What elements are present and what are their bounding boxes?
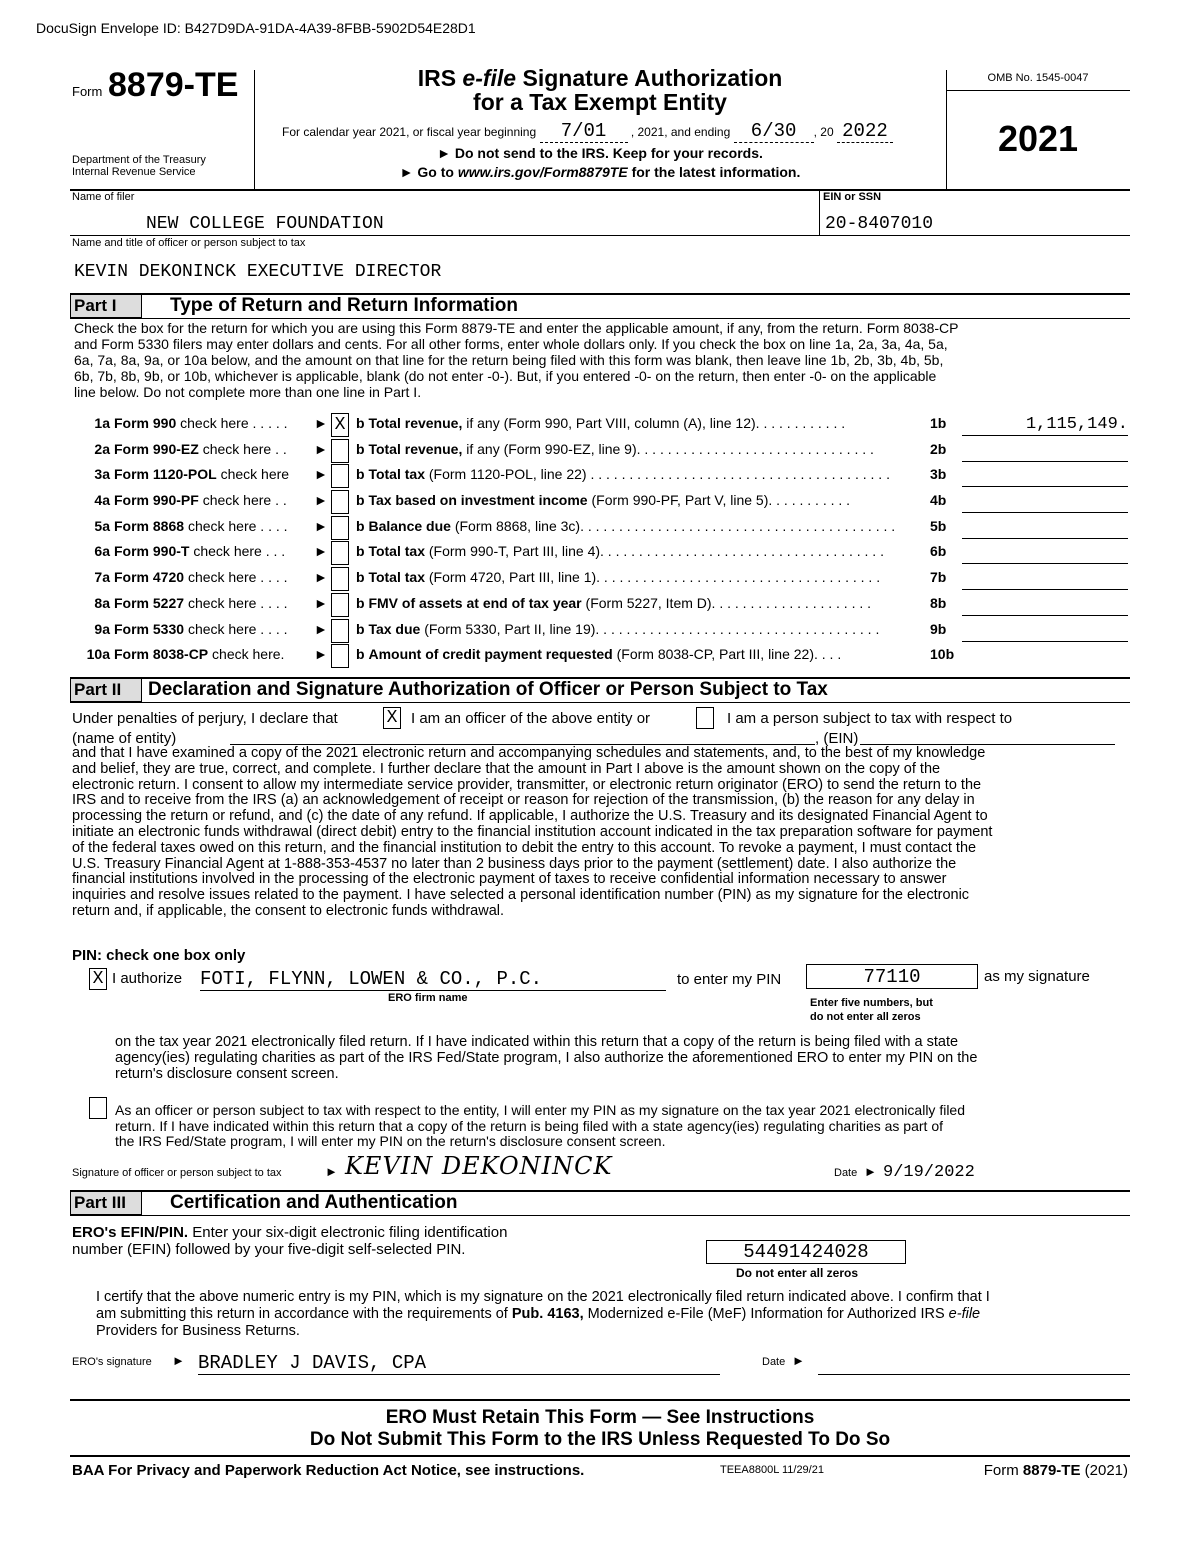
form-footer-ref: Form 8879-TE (2021) bbox=[983, 1462, 1128, 1479]
omb-number: OMB No. 1545-0047 bbox=[987, 72, 1089, 84]
line9a-checkbox[interactable] bbox=[331, 619, 349, 643]
line5b-amount[interactable] bbox=[962, 518, 1128, 539]
part3-title: Certification and Authentication bbox=[170, 1192, 458, 1213]
line5a-checkbox[interactable] bbox=[331, 516, 349, 540]
line-row-10: 10a Form 8038-CP check here. ► b Amount of credit payment requested (Form 8038-CP, Part III, line 22). . . . 10b bbox=[0, 646, 1200, 670]
line-row-8: 8a Form 5227 check here . . . . ► b FMV of assets at end of tax year (Form 5227, Item D). . . . . . . . . . . . . . . . . . . . . 8b bbox=[0, 595, 1200, 619]
penalty-text: Under penalties of perjury, I declare that bbox=[72, 710, 338, 727]
line9b-amount[interactable] bbox=[962, 621, 1128, 642]
officer-label: Name and title of officer or person subject to tax bbox=[72, 237, 306, 249]
ero-firm-name[interactable]: FOTI, FLYNN, LOWEN & CO., P.C. bbox=[200, 968, 666, 991]
begin-date[interactable]: 7/01 bbox=[540, 120, 628, 143]
declaration: and that I have examined a copy of the 2021 electronic return and accompanying schedules and statements, and, to the best of my knowledge and belief, they are true, correct, and complete. I further declare that the amount in Part I above is the amount shown on the copy of the electronic return. I consent to allow my intermediate service provider, transmitter, or electronic return originator (ERO) to send the return to the IRS and to receive from the IRS (a) an acknowledgement of receipt or reason for rejection of the transmission, (b) the reason for any delay in processing the return or refund, and (c) the date of any refund. If applicable, I authorize the U.S. Treasury and its designated Financial Agent to initiate an electronic funds withdrawal (direct debit) entry to the financial institution account indicated in the tax preparation software for payment of the federal taxes owed on this return, and the financial institution to debit the entry to this account. To revoke a payment, I must contact the U.S. Treasury Financial Agent at 1-888-353-4537 no later than 2 business days prior to the payment (settlement) date. I also authorize the financial institutions involved in the processing of the electronic payment of taxes to receive confidential information necessary to answer inquiries and resolve issues related to the payment. I have selected a personal identification number (PIN) as my signature for the electronic return and, if applicable, the consent to electronic funds withdrawal. bbox=[72, 745, 993, 919]
pin-note: Enter five numbers, but do not enter all zeros bbox=[810, 997, 933, 1023]
entity-label: (name of entity) bbox=[72, 730, 177, 747]
as-signature-text: as my signature bbox=[984, 968, 1090, 985]
ero-signature[interactable]: BRADLEY J DAVIS, CPA bbox=[198, 1352, 720, 1375]
person-checkbox[interactable] bbox=[696, 707, 714, 729]
officer-pin[interactable]: 77110 bbox=[806, 964, 978, 989]
line4a-checkbox[interactable] bbox=[331, 490, 349, 514]
line8b-amount[interactable] bbox=[962, 595, 1128, 616]
certification: I certify that the above numeric entry is my PIN, which is my signature on the 2021 electronically filed return indicated above. I confirm that I am submitting this return in accordance with the requirements of Pub. 4163, Modernized e-File (MeF) Information for Authorized IRS e-file Providers for Business Returns. bbox=[96, 1289, 990, 1339]
line6a-checkbox[interactable] bbox=[331, 541, 349, 565]
form-code: TEEA8800L 11/29/21 bbox=[720, 1464, 824, 1476]
signature-date[interactable]: 9/19/2022 bbox=[883, 1163, 975, 1182]
ero-date-arrow: ► bbox=[792, 1353, 805, 1368]
authorize-paragraph: on the tax year 2021 electronically filed return. If I have indicated within this return that a copy of the return is being filed with a state agency(ies) regulating charities as part of the IRS Fed/State program, I also authorize the aforementioned ERO to enter my PIN on the return's disclosure consent screen. bbox=[115, 1034, 978, 1082]
authorize-text: I authorize bbox=[112, 970, 183, 987]
line10b-amount[interactable] bbox=[962, 646, 1128, 666]
efin-note: Do not enter all zeros bbox=[736, 1266, 859, 1280]
part2-title: Declaration and Signature Authorization of Officer or Person Subject to Tax bbox=[148, 679, 828, 700]
line6b-amount[interactable] bbox=[962, 543, 1128, 564]
filer-name-label: Name of filer bbox=[72, 191, 135, 203]
filer-name[interactable]: NEW COLLEGE FOUNDATION bbox=[146, 214, 384, 234]
ero-date-label: Date bbox=[762, 1356, 786, 1368]
line10a-checkbox[interactable] bbox=[331, 644, 349, 668]
line3a-checkbox[interactable] bbox=[331, 464, 349, 488]
pin-heading: PIN: check one box only bbox=[72, 947, 246, 964]
dept-line2: Internal Revenue Service bbox=[72, 166, 196, 178]
part1-intro: Check the box for the return for which you are using this Form 8879-TE and enter the applicable amount, if any, from the return. Form 8038-CP and Form 5330 filers may enter dollars and cents. For all other forms, enter whole dollars only. If you check the box on line 1a, 2a, 3a, 4a, 5a, 6a, 7a, 8a, 9a, or 10a below, and the amount on that line for the return being filed with this form was blank, then leave line 1b, 2b, 3b, 4b, 5b, 6b, 7b, 8b, 9b, or 10b, whichever is applicable, blank (do not enter -0-). But, if you entered -0- on the return, then enter -0- on the applicable line below. Do not complete more than one line in Part I. bbox=[74, 320, 959, 400]
ein-label: EIN or SSN bbox=[823, 191, 882, 203]
line-row-6: 6a Form 990-T check here . . . ► b Total tax (Form 990-T, Part III, line 4). . . . . . . . . . . . . . . . . . . . . . . . . . . . . . . . . . . . . 6b bbox=[0, 543, 1200, 567]
line-row-4: 4a Form 990-PF check here . . ► b Tax based on investment income (Form 990-PF, Part V, line 5). . . . . . . . . . . 4b bbox=[0, 492, 1200, 516]
end-date[interactable]: 6/30 bbox=[734, 120, 814, 143]
officer-text: I am an officer of the above entity or bbox=[411, 710, 651, 727]
dept-line1: Department of the Treasury bbox=[72, 154, 206, 166]
line1a-checkbox[interactable]: X bbox=[331, 413, 349, 437]
efin-instructions: ERO's EFIN/PIN. Enter your six-digit electronic filing identification number (EFIN) followed by your five-digit self-selected PIN. bbox=[72, 1224, 508, 1258]
line-row-1: 1a Form 990 check here . . . . . ► X b Total revenue, if any (Form 990, Part VIII, column (A), line 12). . . . . . . . . . . . 1b 1,115,149. bbox=[94, 415, 1128, 435]
end-year[interactable]: 2022 bbox=[837, 120, 893, 143]
part3-label: Part III bbox=[70, 1191, 142, 1215]
self-enter-checkbox[interactable] bbox=[89, 1097, 107, 1119]
line-row-3: 3a Form 1120-POL check here ► b Total tax (Form 1120-POL, line 22) . . . . . . . . . . . . . . . . . . . . . . . . . . . . . . . . . . . . . . . 3b bbox=[0, 466, 1200, 490]
instruction-do-not-send: ► Do not send to the IRS. Keep for your records. bbox=[437, 145, 763, 161]
retain-notice: ERO Must Retain This Form — See Instructions Do Not Submit This Form to the IRS Unless Requested To Do So bbox=[309, 1407, 891, 1450]
ero-firm-label: ERO firm name bbox=[388, 992, 468, 1004]
part1-title: Type of Return and Return Information bbox=[170, 295, 518, 316]
ero-sig-arrow: ► bbox=[172, 1353, 185, 1368]
instruction-go-to: ► Go to www.irs.gov/Form8879TE for the latest information. bbox=[399, 164, 801, 180]
envelope-id: DocuSign Envelope ID: B427D9DA-91DA-4A39-8FBB-5902D54E28D1 bbox=[36, 20, 476, 36]
line3b-amount[interactable] bbox=[962, 466, 1128, 487]
line7b-amount[interactable] bbox=[962, 569, 1128, 590]
line7a-checkbox[interactable] bbox=[331, 567, 349, 591]
date-arrow: ► bbox=[864, 1164, 877, 1179]
line2b-amount[interactable] bbox=[962, 441, 1128, 462]
ein-field-label: , (EIN) bbox=[815, 730, 859, 747]
ein-value[interactable]: 20-8407010 bbox=[825, 214, 934, 234]
ero-authorize-checkbox[interactable]: X bbox=[89, 968, 107, 990]
person-text: I am a person subject to tax with respect to bbox=[727, 710, 1013, 727]
enter-pin-text: to enter my PIN bbox=[677, 971, 782, 988]
form-title: IRS e-file Signature Authorization for a Tax Exempt Entity bbox=[417, 65, 783, 115]
ero-date-field[interactable] bbox=[818, 1374, 1130, 1375]
line-row-9: 9a Form 5330 check here . . . . ► b Tax due (Form 5330, Part II, line 19). . . . . . . . . . . . . . . . . . . . . . . . . . . . . . . . . . . . . 9b bbox=[0, 621, 1200, 645]
line-row-5: 5a Form 8868 check here . . . . ► b Balance due (Form 8868, line 3c). . . . . . . . . . . . . . . . . . . . . . . . . . . . . . . . . . . . . . . . . 5b bbox=[0, 518, 1200, 542]
line-row-7: 7a Form 4720 check here . . . . ► b Total tax (Form 4720, Part III, line 1). . . . . . . . . . . . . . . . . . . . . . . . . . . . . . . . . . . . . 7b bbox=[0, 569, 1200, 593]
officer-signature-label: Signature of officer or person subject to tax bbox=[72, 1167, 282, 1179]
sig-date-label: Date bbox=[834, 1167, 858, 1179]
line-row-2: 2a Form 990-EZ check here . . ► b Total revenue, if any (Form 990-EZ, line 9). . . . . . . . . . . . . . . . . . . . . . . . . . . . . . . 2b bbox=[0, 441, 1200, 465]
tax-year: 2021 bbox=[997, 118, 1079, 159]
fiscal-year-line: For calendar year 2021, or fiscal year beginning 7/01 , 2021, and ending 6/30 , 20 2022 bbox=[282, 120, 893, 143]
line1b-amount[interactable]: 1,115,149. bbox=[962, 415, 1128, 436]
line2a-checkbox[interactable] bbox=[331, 439, 349, 463]
part2-label: Part II bbox=[70, 678, 142, 702]
form-number: 8879-TE bbox=[108, 66, 239, 104]
baa-notice: BAA For Privacy and Paperwork Reduction Act Notice, see instructions. bbox=[72, 1462, 585, 1479]
part1-label: Part I bbox=[70, 294, 142, 318]
sig-arrow: ► bbox=[325, 1164, 338, 1179]
line8a-checkbox[interactable] bbox=[331, 593, 349, 617]
self-enter-paragraph: As an officer or person subject to tax with respect to the entity, I will enter my PIN as my signature on the tax year 2021 electronically filed return. If I have indicated within this return that a copy of the return is being filed with a state agency(ies) regulating charities as part of the IRS Fed/State program, I will enter my PIN on the return's disclosure consent screen. bbox=[115, 1102, 966, 1149]
efin-pin[interactable]: 54491424028 bbox=[706, 1240, 906, 1264]
form-word: Form bbox=[72, 84, 103, 99]
officer-signature[interactable]: KEVIN DEKONINCK bbox=[345, 1152, 613, 1180]
line4b-amount[interactable] bbox=[962, 492, 1128, 513]
department bbox=[72, 154, 206, 178]
officer-name[interactable]: KEVIN DEKONINCK EXECUTIVE DIRECTOR bbox=[74, 262, 442, 282]
ero-signature-label: ERO's signature bbox=[72, 1356, 152, 1368]
officer-checkbox[interactable]: X bbox=[383, 707, 401, 729]
